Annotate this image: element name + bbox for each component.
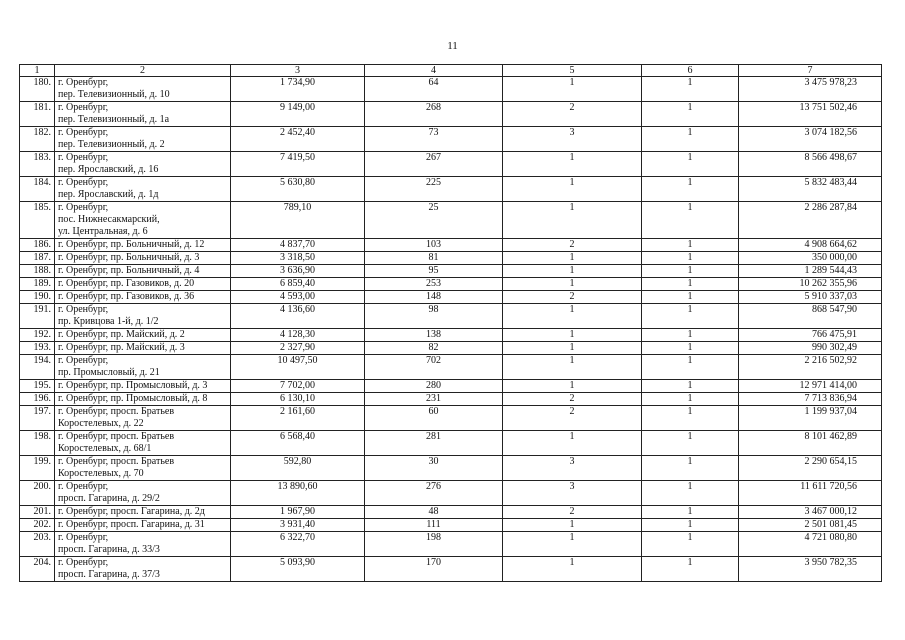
cell-area: 2 327,90 — [231, 342, 365, 355]
cell-area: 7 702,00 — [231, 380, 365, 393]
cell-row-number: 189. — [20, 278, 55, 291]
cell-count-a: 2 — [503, 393, 642, 406]
cell-row-number: 188. — [20, 265, 55, 278]
cell-address: г. Оренбург, просп. Гагарина, д. 31 — [55, 519, 231, 532]
column-header-6: 6 — [642, 65, 739, 77]
cell-address: г. Оренбург, просп. Братьев Коростелевых, д. 22 — [55, 406, 231, 431]
cell-amount: 2 501 081,45 — [739, 519, 882, 532]
cell-count-b: 1 — [642, 481, 739, 506]
cell-count-a: 1 — [503, 342, 642, 355]
cell-amount: 4 908 664,62 — [739, 239, 882, 252]
cell-count-a: 1 — [503, 152, 642, 177]
cell-count-a: 1 — [503, 77, 642, 102]
cell-area: 3 931,40 — [231, 519, 365, 532]
cell-count-a: 3 — [503, 127, 642, 152]
cell-count-b: 1 — [642, 406, 739, 431]
cell-address: г. Оренбург, пр. Больничный, д. 4 — [55, 265, 231, 278]
cell-address: г. Оренбург, просп. Гагарина, д. 37/3 — [55, 557, 231, 582]
cell-address: г. Оренбург, пос. Нижнесакмарский, ул. Центральная, д. 6 — [55, 202, 231, 239]
cell-count-a: 2 — [503, 406, 642, 431]
cell-area: 4 593,00 — [231, 291, 365, 304]
cell-count-b: 1 — [642, 329, 739, 342]
cell-residents: 81 — [365, 252, 503, 265]
cell-amount: 766 475,91 — [739, 329, 882, 342]
table-row — [20, 532, 882, 557]
cell-residents: 25 — [365, 202, 503, 239]
cell-count-b: 1 — [642, 532, 739, 557]
cell-amount: 8 101 462,89 — [739, 431, 882, 456]
cell-residents: 138 — [365, 329, 503, 342]
cell-amount: 5 910 337,03 — [739, 291, 882, 304]
cell-count-b: 1 — [642, 506, 739, 519]
cell-area: 3 318,50 — [231, 252, 365, 265]
cell-row-number: 181. — [20, 102, 55, 127]
cell-address: г. Оренбург, пр. Кривцова 1-й, д. 1/2 — [55, 304, 231, 329]
cell-row-number: 204. — [20, 557, 55, 582]
table-row — [20, 342, 882, 355]
cell-count-b: 1 — [642, 456, 739, 481]
table-row — [20, 431, 882, 456]
cell-address: г. Оренбург, просп. Гагарина, д. 2д — [55, 506, 231, 519]
cell-residents: 60 — [365, 406, 503, 431]
cell-address: г. Оренбург, пер. Телевизионный, д. 2 — [55, 127, 231, 152]
cell-count-a: 1 — [503, 557, 642, 582]
cell-row-number: 184. — [20, 177, 55, 202]
cell-row-number: 185. — [20, 202, 55, 239]
table-row — [20, 127, 882, 152]
cell-amount: 2 286 287,84 — [739, 202, 882, 239]
cell-address: г. Оренбург, пр. Больничный, д. 3 — [55, 252, 231, 265]
cell-count-a: 1 — [503, 519, 642, 532]
cell-residents: 225 — [365, 177, 503, 202]
column-header-5: 5 — [503, 65, 642, 77]
cell-count-a: 1 — [503, 202, 642, 239]
column-header-7: 7 — [739, 65, 882, 77]
cell-address: г. Оренбург, пр. Газовиков, д. 36 — [55, 291, 231, 304]
cell-residents: 231 — [365, 393, 503, 406]
cell-row-number: 201. — [20, 506, 55, 519]
register-table — [19, 64, 882, 582]
cell-row-number: 193. — [20, 342, 55, 355]
cell-area: 10 497,50 — [231, 355, 365, 380]
cell-count-b: 1 — [642, 102, 739, 127]
cell-row-number: 180. — [20, 77, 55, 102]
cell-count-b: 1 — [642, 431, 739, 456]
cell-amount: 5 832 483,44 — [739, 177, 882, 202]
cell-address: г. Оренбург, пр. Газовиков, д. 20 — [55, 278, 231, 291]
cell-count-a: 1 — [503, 252, 642, 265]
cell-residents: 82 — [365, 342, 503, 355]
cell-address: г. Оренбург, пр. Промысловый, д. 3 — [55, 380, 231, 393]
table-row — [20, 252, 882, 265]
cell-count-b: 1 — [642, 202, 739, 239]
cell-area: 4 837,70 — [231, 239, 365, 252]
cell-row-number: 202. — [20, 519, 55, 532]
cell-amount: 3 950 782,35 — [739, 557, 882, 582]
cell-area: 1 734,90 — [231, 77, 365, 102]
cell-address: г. Оренбург, пр. Майский, д. 3 — [55, 342, 231, 355]
cell-row-number: 196. — [20, 393, 55, 406]
cell-row-number: 182. — [20, 127, 55, 152]
cell-amount: 10 262 355,96 — [739, 278, 882, 291]
header-row — [20, 65, 882, 77]
cell-address: г. Оренбург, пр. Промысловый, д. 8 — [55, 393, 231, 406]
table-row — [20, 380, 882, 393]
cell-amount: 4 721 080,80 — [739, 532, 882, 557]
cell-area: 4 128,30 — [231, 329, 365, 342]
cell-count-a: 2 — [503, 239, 642, 252]
cell-residents: 95 — [365, 265, 503, 278]
cell-count-b: 1 — [642, 519, 739, 532]
cell-row-number: 183. — [20, 152, 55, 177]
cell-address: г. Оренбург, пер. Телевизионный, д. 10 — [55, 77, 231, 102]
cell-amount: 12 971 414,00 — [739, 380, 882, 393]
cell-residents: 64 — [365, 77, 503, 102]
cell-area: 789,10 — [231, 202, 365, 239]
cell-residents: 702 — [365, 355, 503, 380]
cell-area: 5 630,80 — [231, 177, 365, 202]
cell-count-b: 1 — [642, 355, 739, 380]
table-header — [20, 65, 882, 77]
table-row — [20, 177, 882, 202]
cell-count-a: 3 — [503, 481, 642, 506]
cell-count-b: 1 — [642, 557, 739, 582]
table-row — [20, 456, 882, 481]
cell-area: 1 967,90 — [231, 506, 365, 519]
cell-count-b: 1 — [642, 393, 739, 406]
cell-amount: 11 611 720,56 — [739, 481, 882, 506]
cell-address: г. Оренбург, пр. Больничный, д. 12 — [55, 239, 231, 252]
cell-amount: 3 467 000,12 — [739, 506, 882, 519]
cell-row-number: 197. — [20, 406, 55, 431]
column-header-3: 3 — [231, 65, 365, 77]
cell-amount: 350 000,00 — [739, 252, 882, 265]
cell-area: 2 161,60 — [231, 406, 365, 431]
cell-amount: 2 290 654,15 — [739, 456, 882, 481]
table-row — [20, 202, 882, 239]
cell-residents: 73 — [365, 127, 503, 152]
table-row — [20, 265, 882, 278]
cell-count-a: 2 — [503, 506, 642, 519]
cell-count-a: 1 — [503, 177, 642, 202]
cell-count-b: 1 — [642, 265, 739, 278]
cell-residents: 268 — [365, 102, 503, 127]
table-body — [20, 77, 882, 582]
cell-residents: 148 — [365, 291, 503, 304]
cell-amount: 2 216 502,92 — [739, 355, 882, 380]
cell-area: 6 568,40 — [231, 431, 365, 456]
cell-area: 6 322,70 — [231, 532, 365, 557]
table-row — [20, 393, 882, 406]
cell-count-a: 1 — [503, 265, 642, 278]
cell-address: г. Оренбург, просп. Братьев Коростелевых, д. 68/1 — [55, 431, 231, 456]
cell-residents: 98 — [365, 304, 503, 329]
cell-residents: 170 — [365, 557, 503, 582]
cell-count-b: 1 — [642, 252, 739, 265]
cell-count-a: 2 — [503, 291, 642, 304]
table-row — [20, 278, 882, 291]
cell-amount: 1 289 544,43 — [739, 265, 882, 278]
cell-count-b: 1 — [642, 342, 739, 355]
cell-count-b: 1 — [642, 380, 739, 393]
table-row — [20, 239, 882, 252]
cell-amount: 13 751 502,46 — [739, 102, 882, 127]
cell-row-number: 187. — [20, 252, 55, 265]
table-row — [20, 506, 882, 519]
table-row — [20, 304, 882, 329]
cell-address: г. Оренбург, просп. Братьев Коростелевых, д. 70 — [55, 456, 231, 481]
cell-count-b: 1 — [642, 278, 739, 291]
cell-residents: 48 — [365, 506, 503, 519]
table-row — [20, 481, 882, 506]
cell-address: г. Оренбург, просп. Гагарина, д. 33/3 — [55, 532, 231, 557]
cell-amount: 8 566 498,67 — [739, 152, 882, 177]
column-header-4: 4 — [365, 65, 503, 77]
table-row — [20, 102, 882, 127]
cell-area: 7 419,50 — [231, 152, 365, 177]
column-header-2: 2 — [55, 65, 231, 77]
cell-residents: 280 — [365, 380, 503, 393]
cell-area: 3 636,90 — [231, 265, 365, 278]
table-row — [20, 406, 882, 431]
cell-area: 13 890,60 — [231, 481, 365, 506]
table-row — [20, 355, 882, 380]
cell-address: г. Оренбург, пр. Промысловый, д. 21 — [55, 355, 231, 380]
cell-row-number: 198. — [20, 431, 55, 456]
table-row — [20, 152, 882, 177]
cell-count-b: 1 — [642, 77, 739, 102]
cell-count-a: 1 — [503, 304, 642, 329]
cell-amount: 7 713 836,94 — [739, 393, 882, 406]
table-row — [20, 77, 882, 102]
cell-area: 2 452,40 — [231, 127, 365, 152]
cell-residents: 198 — [365, 532, 503, 557]
cell-area: 592,80 — [231, 456, 365, 481]
cell-residents: 253 — [365, 278, 503, 291]
cell-count-b: 1 — [642, 239, 739, 252]
cell-row-number: 190. — [20, 291, 55, 304]
cell-address: г. Оренбург, просп. Гагарина, д. 29/2 — [55, 481, 231, 506]
cell-count-b: 1 — [642, 152, 739, 177]
table-row — [20, 557, 882, 582]
cell-address: г. Оренбург, пр. Майский, д. 2 — [55, 329, 231, 342]
cell-row-number: 199. — [20, 456, 55, 481]
cell-area: 5 093,90 — [231, 557, 365, 582]
cell-row-number: 186. — [20, 239, 55, 252]
cell-area: 6 859,40 — [231, 278, 365, 291]
cell-residents: 276 — [365, 481, 503, 506]
column-header-1: 1 — [20, 65, 55, 77]
cell-count-b: 1 — [642, 291, 739, 304]
cell-row-number: 203. — [20, 532, 55, 557]
cell-address: г. Оренбург, пер. Ярославский, д. 16 — [55, 152, 231, 177]
cell-area: 4 136,60 — [231, 304, 365, 329]
cell-count-a: 1 — [503, 532, 642, 557]
page-number: 11 — [447, 40, 458, 52]
cell-amount: 1 199 937,04 — [739, 406, 882, 431]
cell-address: г. Оренбург, пер. Ярославский, д. 1д — [55, 177, 231, 202]
cell-amount: 3 475 978,23 — [739, 77, 882, 102]
cell-area: 9 149,00 — [231, 102, 365, 127]
cell-row-number: 200. — [20, 481, 55, 506]
cell-count-b: 1 — [642, 304, 739, 329]
cell-residents: 111 — [365, 519, 503, 532]
cell-row-number: 195. — [20, 380, 55, 393]
cell-row-number: 192. — [20, 329, 55, 342]
cell-amount: 3 074 182,56 — [739, 127, 882, 152]
cell-residents: 281 — [365, 431, 503, 456]
cell-count-a: 1 — [503, 380, 642, 393]
cell-count-a: 1 — [503, 355, 642, 380]
cell-count-a: 1 — [503, 329, 642, 342]
table-row — [20, 519, 882, 532]
cell-address: г. Оренбург, пер. Телевизионный, д. 1а — [55, 102, 231, 127]
cell-residents: 103 — [365, 239, 503, 252]
cell-amount: 990 302,49 — [739, 342, 882, 355]
cell-count-b: 1 — [642, 177, 739, 202]
table-row — [20, 329, 882, 342]
cell-count-a: 1 — [503, 431, 642, 456]
cell-residents: 30 — [365, 456, 503, 481]
cell-count-a: 1 — [503, 278, 642, 291]
cell-amount: 868 547,90 — [739, 304, 882, 329]
cell-count-b: 1 — [642, 127, 739, 152]
cell-row-number: 194. — [20, 355, 55, 380]
cell-count-a: 2 — [503, 102, 642, 127]
cell-row-number: 191. — [20, 304, 55, 329]
cell-area: 6 130,10 — [231, 393, 365, 406]
cell-residents: 267 — [365, 152, 503, 177]
table-row — [20, 291, 882, 304]
cell-count-a: 3 — [503, 456, 642, 481]
